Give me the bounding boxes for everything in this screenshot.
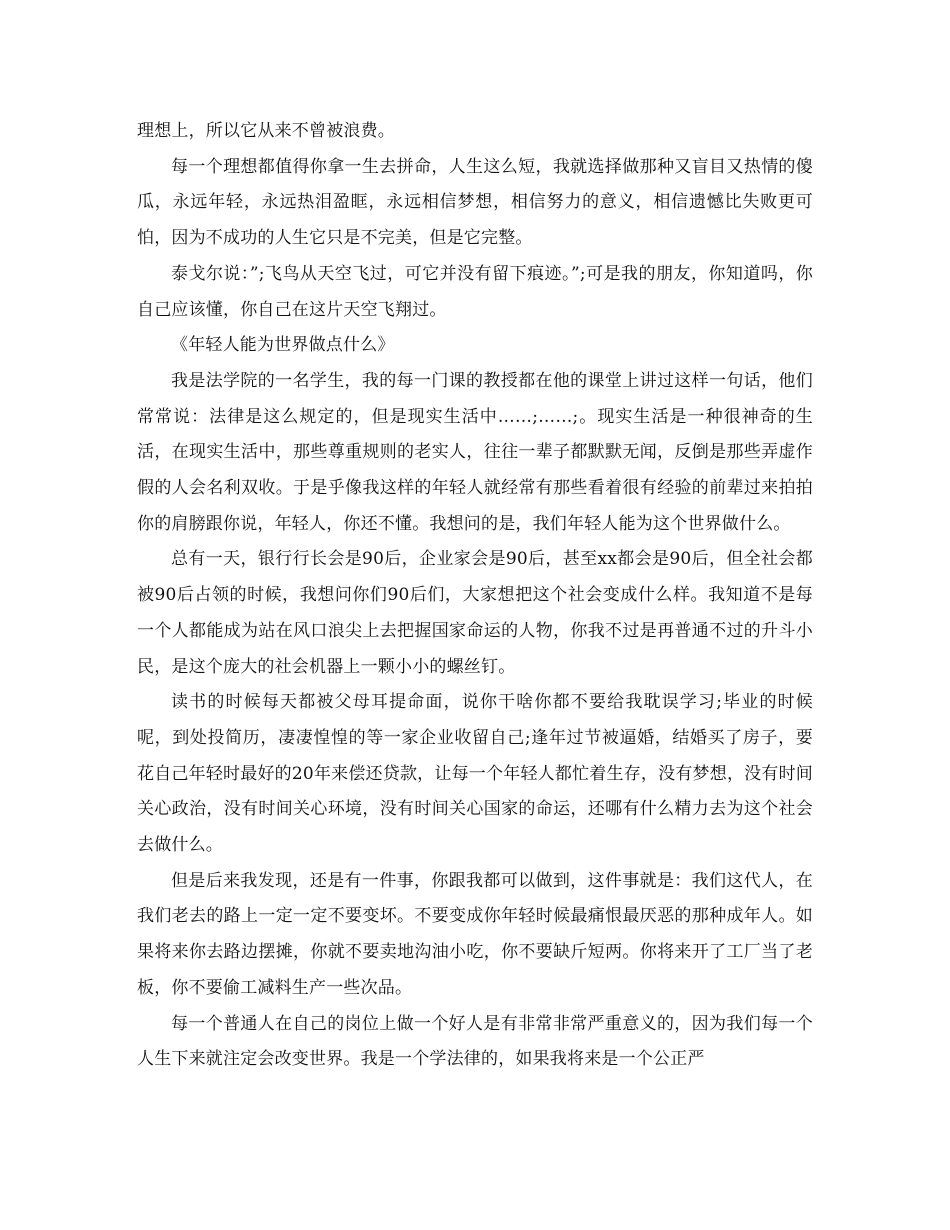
paragraph-change-world: 每一个普通人在自己的岗位上做一个好人是有非常非常严重意义的，因为我们每一个人生下来就注定会改变世界。我是一个学法律的，如果我将来是一个公正严: [137, 1013, 813, 1070]
paragraph-law-student: 我是法学院的一名学生，我的每一门课的教授都在他的课堂上讲过这样一句话，他们常常说：法律是这么规定的，但是现实生活中……;……;。现实生活是一种很神奇的生活，在现实生活中，那些尊重规则的老实人，往往一辈子都默默无闻，反倒是那些弄虚作假的人会名利双收。于是乎像我这样的年轻人就经常有那些看着很有经验的前辈过来拍拍你的肩膀跟你说，年轻人，你还不懂。我想问的是，我们年轻人能为这个世界做什么。: [137, 370, 813, 534]
paragraph-continuation: 理想上，所以它从来不曾被浪费。: [137, 121, 395, 141]
paragraph-tagore-quote: 泰戈尔说：”;飞鸟从天空飞过，可它并没有留下痕迹。”;可是我的朋友，你知道吗，你自己应该懂，你自己在这片天空飞翔过。: [137, 263, 813, 320]
paragraph-dont-turn-bad: 但是后来我发现，还是有一件事，你跟我都可以做到，这件事就是：我们这代人，在我们老去的路上一定一定不要变坏。不要变成你年轻时候最痛恨最厌恶的那种成年人。如果将来你去路边摆摊，你就不要卖地沟油小吃，你不要缺斤短两。你将来开了工厂当了老板，你不要偷工减料生产一些次品。: [137, 870, 813, 998]
section-title: 《年轻人能为世界做点什么》: [171, 335, 395, 356]
document-body: [137, 114, 813, 1078]
paragraph-ideals: 每一个理想都值得你拿一生去拼命，人生这么短，我就选择做那种又盲目又热情的傻瓜，永远年轻，永远热泪盈眶，永远相信梦想，相信努力的意义，相信遗憾比失败更可怕，因为不成功的人生它只是不完美，但是它完整。: [137, 156, 813, 249]
paragraph-life-pressure: 读书的时候每天都被父母耳提命面，说你干啥你都不要给我耽误学习;毕业的时候呢，到处投简历，凄凄惶惶的等一家企业收留自己;逢年过节被逼婚，结婚买了房子，要花自己年轻时最好的20年来偿还贷款，让每一个年轻人都忙着生存，没有梦想，没有时间关心政治，没有时间关心环境，没有时间关心国家的命运，还哪有什么精力去为这个社会去做什么。: [137, 692, 813, 856]
paragraph-post-90s: 总有一天，银行行长会是90后，企业家会是90后，甚至xx都会是90后，但全社会都被90后占领的时候，我想问你们90后们，大家想把这个社会变成什么样。我知道不是每一个人都能成为站在风口浪尖上去把握国家命运的人物，你我不过是再普通不过的升斗小民，是这个庞大的社会机器上一颗小小的螺丝钉。: [137, 549, 813, 677]
